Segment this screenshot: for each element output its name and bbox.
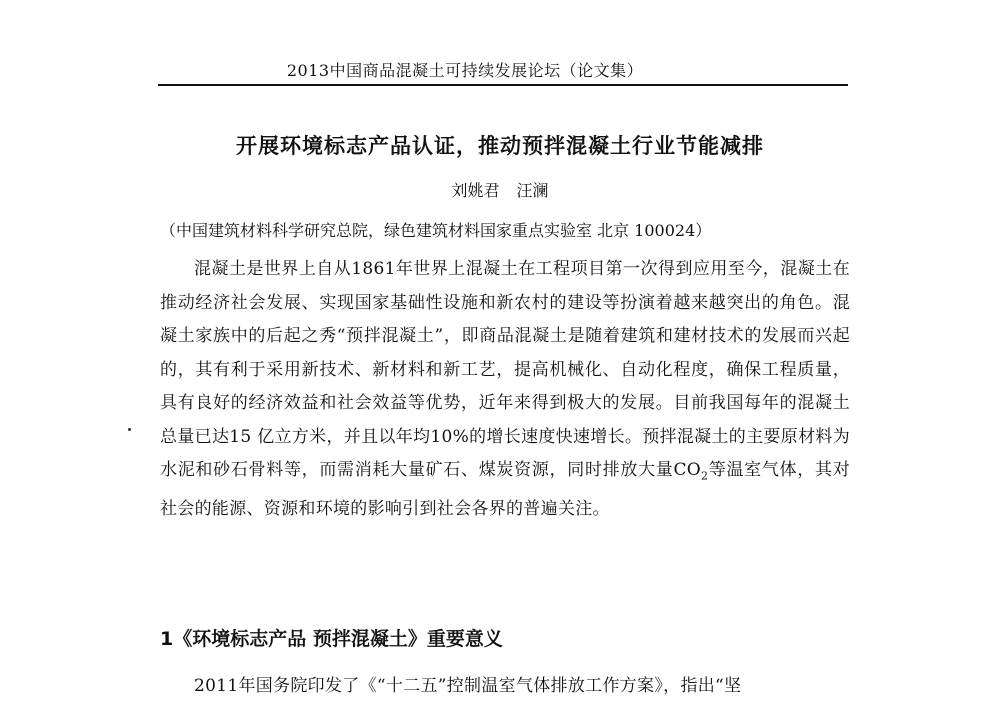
- body-paragraph-1-text-b: 等温室气体，其对社会的能源、资源和环境的影响引到社会各界的普遍关注。: [160, 460, 850, 519]
- paper-authors: 刘姚君 汪澜: [451, 181, 549, 200]
- paper-affiliation: （中国建筑材料科学研究总院，绿色建筑材料国家重点实验室 北京 100024）: [160, 221, 712, 240]
- body-paragraph-2: 2011年国务院印发了《“十二五”控制温室气体排放工作方案》，指出“坚: [194, 676, 742, 696]
- body-paragraph-1-text-a: 混凝土是世界上自从1861年世界上混凝土在工程项目第一次得到应用至今，混凝土在推动经济社会发展、实现国家基础性设施和新农村的建设等扮演着越来越突出的角色。混凝土家族中的后起之秀“预拌混凝土”，即商品混凝土是随着建筑和建材技术的发展而兴起的，其有利于采用新技术、新材料和新工艺，提高机械化、自动化程度，确保工程质量，具有良好的经济效益和社会效益等优势，近年来得到极大的发展。目前我国每年的混凝土总量已达15 亿立方米，并且以年均10%的增长速度快速增长。预拌混凝土的主要原材料为水泥和砂石骨料等，而需消耗大量矿石、煤炭资源，同时排放大量CO: [160, 259, 850, 480]
- co2-subscript: 2: [701, 469, 709, 483]
- header-rule: [158, 84, 848, 86]
- scan-speck: [128, 428, 131, 431]
- running-header: 2013中国商品混凝土可持续发展论坛（论文集）: [286, 61, 644, 80]
- body-paragraph-1: [160, 253, 850, 526]
- paper-title: 开展环境标志产品认证，推动预拌混凝土行业节能减排: [236, 134, 764, 158]
- section-1-heading: 1《环境标志产品 预拌混凝土》重要意义: [160, 628, 503, 650]
